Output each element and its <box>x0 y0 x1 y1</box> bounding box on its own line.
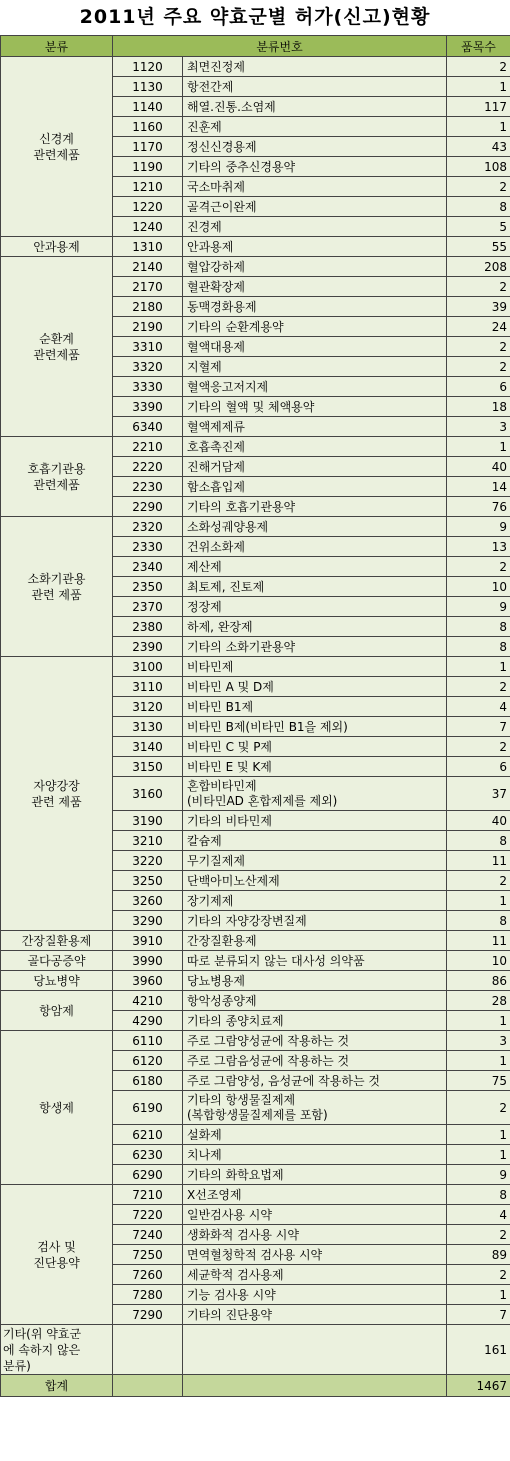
count-cell: 55 <box>447 237 510 257</box>
total-count-cell: 1467 <box>447 1375 510 1397</box>
table-body <box>1 36 510 1397</box>
code-cell: 3260 <box>113 891 183 911</box>
name-cell: 호흡촉진제 <box>183 437 447 457</box>
name-cell: 기타의 자양강장변질제 <box>183 911 447 931</box>
name-cell: 기타의 진단용약 <box>183 1305 447 1325</box>
count-cell: 40 <box>447 457 510 477</box>
name-cell: 주로 그람음성균에 작용하는 것 <box>183 1051 447 1071</box>
count-cell: 24 <box>447 317 510 337</box>
name-cell: 기능 검사용 시약 <box>183 1285 447 1305</box>
name-cell: 기타의 항생물질제제 (복합항생물질제제를 포함) <box>183 1091 447 1125</box>
approval-table <box>0 35 510 1397</box>
total-row <box>1 1375 510 1397</box>
name-cell: 주로 그람양성균에 작용하는 것 <box>183 1031 447 1051</box>
code-cell: 6210 <box>113 1125 183 1145</box>
name-cell: 최토제, 진토제 <box>183 577 447 597</box>
code-cell: 2320 <box>113 517 183 537</box>
table-row <box>1 951 510 971</box>
code-cell: 2390 <box>113 637 183 657</box>
table-row <box>1 1031 510 1051</box>
other-row <box>1 1325 510 1375</box>
other-count-cell: 161 <box>447 1325 510 1375</box>
code-cell: 1310 <box>113 237 183 257</box>
table-row <box>1 1185 510 1205</box>
category-cell: 항생제 <box>1 1031 113 1185</box>
count-cell: 1 <box>447 77 510 97</box>
name-cell: 단백아미노산제제 <box>183 871 447 891</box>
count-cell: 8 <box>447 197 510 217</box>
count-cell: 5 <box>447 217 510 237</box>
count-cell: 1 <box>447 117 510 137</box>
code-cell: 4210 <box>113 991 183 1011</box>
table-row <box>1 931 510 951</box>
count-cell: 2 <box>447 557 510 577</box>
name-cell: 당뇨병용제 <box>183 971 447 991</box>
name-cell: 기타의 중추신경용약 <box>183 157 447 177</box>
code-cell: 2370 <box>113 597 183 617</box>
count-cell: 9 <box>447 597 510 617</box>
category-cell: 당뇨병약 <box>1 971 113 991</box>
name-cell: 기타의 순환계용약 <box>183 317 447 337</box>
count-cell: 2 <box>447 337 510 357</box>
code-cell: 6190 <box>113 1091 183 1125</box>
name-cell: 혈관확장제 <box>183 277 447 297</box>
name-cell: 칼슘제 <box>183 831 447 851</box>
name-cell: 장기제제 <box>183 891 447 911</box>
count-cell: 4 <box>447 1205 510 1225</box>
table-row <box>1 257 510 277</box>
code-cell: 3120 <box>113 697 183 717</box>
name-cell: 진훈제 <box>183 117 447 137</box>
count-cell: 11 <box>447 931 510 951</box>
table-row <box>1 57 510 77</box>
header-category: 분류 <box>1 36 113 57</box>
count-cell: 89 <box>447 1245 510 1265</box>
count-cell: 2 <box>447 57 510 77</box>
count-cell: 7 <box>447 1305 510 1325</box>
category-cell: 신경계 관련제품 <box>1 57 113 237</box>
count-cell: 8 <box>447 637 510 657</box>
code-cell: 2330 <box>113 537 183 557</box>
count-cell: 6 <box>447 377 510 397</box>
name-cell: 주로 그람양성, 음성균에 작용하는 것 <box>183 1071 447 1091</box>
code-cell: 3330 <box>113 377 183 397</box>
code-cell: 2190 <box>113 317 183 337</box>
code-cell: 7210 <box>113 1185 183 1205</box>
name-cell: 기타의 호흡기관용약 <box>183 497 447 517</box>
name-cell: 안과용제 <box>183 237 447 257</box>
count-cell: 18 <box>447 397 510 417</box>
code-cell: 3210 <box>113 831 183 851</box>
count-cell: 3 <box>447 417 510 437</box>
count-cell: 2 <box>447 871 510 891</box>
count-cell: 1 <box>447 1285 510 1305</box>
code-cell: 6110 <box>113 1031 183 1051</box>
name-cell: 해열.진통.소염제 <box>183 97 447 117</box>
code-cell: 3130 <box>113 717 183 737</box>
header-count: 품목수 <box>447 36 510 57</box>
count-cell: 75 <box>447 1071 510 1091</box>
count-cell: 43 <box>447 137 510 157</box>
count-cell: 8 <box>447 1185 510 1205</box>
name-cell: 진해거담제 <box>183 457 447 477</box>
name-cell: 지혈제 <box>183 357 447 377</box>
count-cell: 8 <box>447 911 510 931</box>
count-cell: 39 <box>447 297 510 317</box>
count-cell: 2 <box>447 277 510 297</box>
name-cell: X선조영제 <box>183 1185 447 1205</box>
table-row <box>1 237 510 257</box>
code-cell: 3100 <box>113 657 183 677</box>
name-cell: 치나제 <box>183 1145 447 1165</box>
page-title: 2011년 주요 약효군별 허가(신고)현황 <box>79 6 431 28</box>
total-name-cell <box>183 1375 447 1397</box>
code-cell: 2380 <box>113 617 183 637</box>
count-cell: 3 <box>447 1031 510 1051</box>
name-cell: 동맥경화용제 <box>183 297 447 317</box>
code-cell: 1190 <box>113 157 183 177</box>
name-cell: 기타의 종양치료제 <box>183 1011 447 1031</box>
name-cell: 국소마취제 <box>183 177 447 197</box>
category-cell: 간장질환용제 <box>1 931 113 951</box>
name-cell: 최면진정제 <box>183 57 447 77</box>
count-cell: 10 <box>447 951 510 971</box>
code-cell: 3290 <box>113 911 183 931</box>
code-cell: 3910 <box>113 931 183 951</box>
code-cell: 1210 <box>113 177 183 197</box>
code-cell: 2230 <box>113 477 183 497</box>
code-cell: 2140 <box>113 257 183 277</box>
code-cell: 2290 <box>113 497 183 517</box>
name-cell: 항악성종양제 <box>183 991 447 1011</box>
count-cell: 2 <box>447 737 510 757</box>
other-code-cell <box>113 1325 183 1375</box>
count-cell: 9 <box>447 517 510 537</box>
code-cell: 6340 <box>113 417 183 437</box>
name-cell: 비타민 B제(비타민 B1을 제외) <box>183 717 447 737</box>
count-cell: 8 <box>447 617 510 637</box>
code-cell: 3990 <box>113 951 183 971</box>
code-cell: 7260 <box>113 1265 183 1285</box>
header-code: 분류번호 <box>113 36 447 57</box>
count-cell: 2 <box>447 1091 510 1125</box>
code-cell: 7280 <box>113 1285 183 1305</box>
count-cell: 13 <box>447 537 510 557</box>
code-cell: 1160 <box>113 117 183 137</box>
count-cell: 7 <box>447 717 510 737</box>
count-cell: 8 <box>447 831 510 851</box>
header-row <box>1 36 510 57</box>
code-cell: 1140 <box>113 97 183 117</box>
code-cell: 3110 <box>113 677 183 697</box>
name-cell: 정장제 <box>183 597 447 617</box>
code-cell: 3140 <box>113 737 183 757</box>
name-cell: 기타의 혈액 및 체액용약 <box>183 397 447 417</box>
count-cell: 10 <box>447 577 510 597</box>
code-cell: 7240 <box>113 1225 183 1245</box>
count-cell: 1 <box>447 891 510 911</box>
count-cell: 1 <box>447 1145 510 1165</box>
table-row <box>1 971 510 991</box>
code-cell: 2170 <box>113 277 183 297</box>
code-cell: 2220 <box>113 457 183 477</box>
count-cell: 208 <box>447 257 510 277</box>
name-cell: 혈압강하제 <box>183 257 447 277</box>
code-cell: 1240 <box>113 217 183 237</box>
category-cell: 순환계 관련제품 <box>1 257 113 437</box>
code-cell: 3150 <box>113 757 183 777</box>
count-cell: 2 <box>447 677 510 697</box>
code-cell: 6230 <box>113 1145 183 1165</box>
count-cell: 117 <box>447 97 510 117</box>
code-cell: 1220 <box>113 197 183 217</box>
category-cell: 검사 및 진단용약 <box>1 1185 113 1325</box>
count-cell: 14 <box>447 477 510 497</box>
count-cell: 1 <box>447 1051 510 1071</box>
count-cell: 40 <box>447 811 510 831</box>
name-cell: 비타민 C 및 P제 <box>183 737 447 757</box>
table-row <box>1 437 510 457</box>
count-cell: 1 <box>447 1011 510 1031</box>
code-cell: 3220 <box>113 851 183 871</box>
count-cell: 86 <box>447 971 510 991</box>
name-cell: 비타민 B1제 <box>183 697 447 717</box>
name-cell: 생화화적 검사용 시약 <box>183 1225 447 1245</box>
code-cell: 3160 <box>113 777 183 811</box>
name-cell: 기타의 소화기관용약 <box>183 637 447 657</box>
name-cell: 혈액제제류 <box>183 417 447 437</box>
table-row <box>1 657 510 677</box>
code-cell: 7250 <box>113 1245 183 1265</box>
count-cell: 1 <box>447 437 510 457</box>
name-cell: 골격근이완제 <box>183 197 447 217</box>
table-row <box>1 517 510 537</box>
code-cell: 2210 <box>113 437 183 457</box>
category-cell: 소화기관용 관련 제품 <box>1 517 113 657</box>
category-cell: 골다공증약 <box>1 951 113 971</box>
count-cell: 2 <box>447 357 510 377</box>
other-name-cell <box>183 1325 447 1375</box>
code-cell: 3310 <box>113 337 183 357</box>
code-cell: 7220 <box>113 1205 183 1225</box>
code-cell: 7290 <box>113 1305 183 1325</box>
count-cell: 28 <box>447 991 510 1011</box>
name-cell: 따로 분류되지 않는 대사성 의약품 <box>183 951 447 971</box>
name-cell: 항전간제 <box>183 77 447 97</box>
other-category-cell: 기타(위 약효군 에 속하지 않은 분류) <box>1 1325 113 1375</box>
count-cell: 2 <box>447 1265 510 1285</box>
name-cell: 진경제 <box>183 217 447 237</box>
name-cell: 소화성궤양용제 <box>183 517 447 537</box>
category-cell: 자양강장 관련 제품 <box>1 657 113 931</box>
count-cell: 76 <box>447 497 510 517</box>
name-cell: 무기질제제 <box>183 851 447 871</box>
name-cell: 기타의 비타민제 <box>183 811 447 831</box>
count-cell: 9 <box>447 1165 510 1185</box>
name-cell: 기타의 화학요법제 <box>183 1165 447 1185</box>
name-cell: 설화제 <box>183 1125 447 1145</box>
name-cell: 면역혈청학적 검사용 시약 <box>183 1245 447 1265</box>
name-cell: 비타민제 <box>183 657 447 677</box>
code-cell: 3960 <box>113 971 183 991</box>
count-cell: 37 <box>447 777 510 811</box>
category-cell: 안과용제 <box>1 237 113 257</box>
total-code-cell <box>113 1375 183 1397</box>
code-cell: 6180 <box>113 1071 183 1091</box>
name-cell: 혈액응고저지제 <box>183 377 447 397</box>
code-cell: 1130 <box>113 77 183 97</box>
code-cell: 2350 <box>113 577 183 597</box>
code-cell: 6290 <box>113 1165 183 1185</box>
category-cell: 호흡기관용 관련제품 <box>1 437 113 517</box>
count-cell: 4 <box>447 697 510 717</box>
count-cell: 1 <box>447 657 510 677</box>
code-cell: 4290 <box>113 1011 183 1031</box>
name-cell: 비타민 E 및 K제 <box>183 757 447 777</box>
name-cell: 건위소화제 <box>183 537 447 557</box>
count-cell: 11 <box>447 851 510 871</box>
total-label-cell: 합계 <box>1 1375 113 1397</box>
category-cell: 항암제 <box>1 991 113 1031</box>
name-cell: 하제, 완장제 <box>183 617 447 637</box>
name-cell: 간장질환용제 <box>183 931 447 951</box>
name-cell: 일반검사용 시약 <box>183 1205 447 1225</box>
name-cell: 함소흡입제 <box>183 477 447 497</box>
code-cell: 3190 <box>113 811 183 831</box>
name-cell: 혈액대용제 <box>183 337 447 357</box>
name-cell: 세균학적 검사용제 <box>183 1265 447 1285</box>
code-cell: 1120 <box>113 57 183 77</box>
code-cell: 6120 <box>113 1051 183 1071</box>
table-row <box>1 991 510 1011</box>
name-cell: 정신신경용제 <box>183 137 447 157</box>
name-cell: 비타민 A 및 D제 <box>183 677 447 697</box>
count-cell: 1 <box>447 1125 510 1145</box>
count-cell: 108 <box>447 157 510 177</box>
count-cell: 6 <box>447 757 510 777</box>
code-cell: 3250 <box>113 871 183 891</box>
count-cell: 2 <box>447 1225 510 1245</box>
name-cell: 제산제 <box>183 557 447 577</box>
count-cell: 2 <box>447 177 510 197</box>
code-cell: 3390 <box>113 397 183 417</box>
code-cell: 1170 <box>113 137 183 157</box>
code-cell: 2340 <box>113 557 183 577</box>
code-cell: 3320 <box>113 357 183 377</box>
name-cell: 혼합비타민제 (비타민AD 혼합제제를 제외) <box>183 777 447 811</box>
code-cell: 2180 <box>113 297 183 317</box>
